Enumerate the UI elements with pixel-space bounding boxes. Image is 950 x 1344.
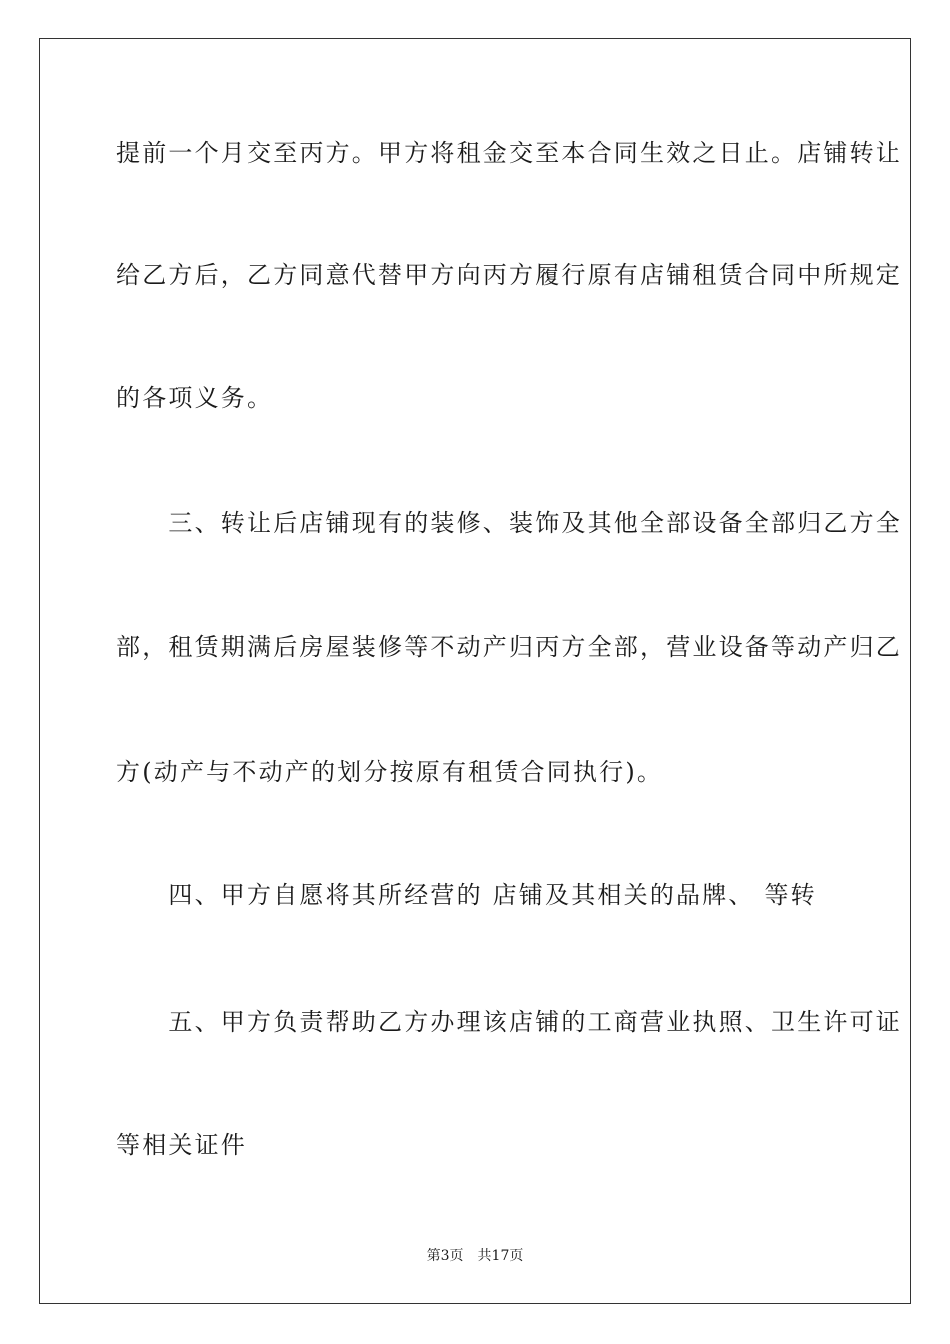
page-number-footer: 第3页 共17页 bbox=[426, 1248, 524, 1264]
body-text-line: 四、甲方自愿将其所经营的 店铺及其相关的品牌、 等转 bbox=[116, 881, 817, 909]
body-text-line: 方(动产与不动产的划分按原有租赁合同执行)。 bbox=[116, 758, 664, 786]
body-text-line: 给乙方后，乙方同意代替甲方向丙方履行原有店铺租赁合同中所规定 bbox=[116, 261, 902, 289]
page-frame bbox=[39, 38, 911, 1304]
body-text-line: 等相关证件 bbox=[116, 1131, 247, 1159]
body-text-line: 部，租赁期满后房屋装修等不动产归丙方全部，营业设备等动产归乙 bbox=[116, 633, 902, 661]
body-text-line: 五、甲方负责帮助乙方办理该店铺的工商营业执照、卫生许可证 bbox=[116, 1008, 902, 1036]
body-text-line: 三、转让后店铺现有的装修、装饰及其他全部设备全部归乙方全 bbox=[116, 509, 902, 537]
body-text-line: 的各项义务。 bbox=[116, 384, 274, 412]
body-text-line: 提前一个月交至丙方。甲方将租金交至本合同生效之日止。店铺转让 bbox=[116, 139, 902, 167]
